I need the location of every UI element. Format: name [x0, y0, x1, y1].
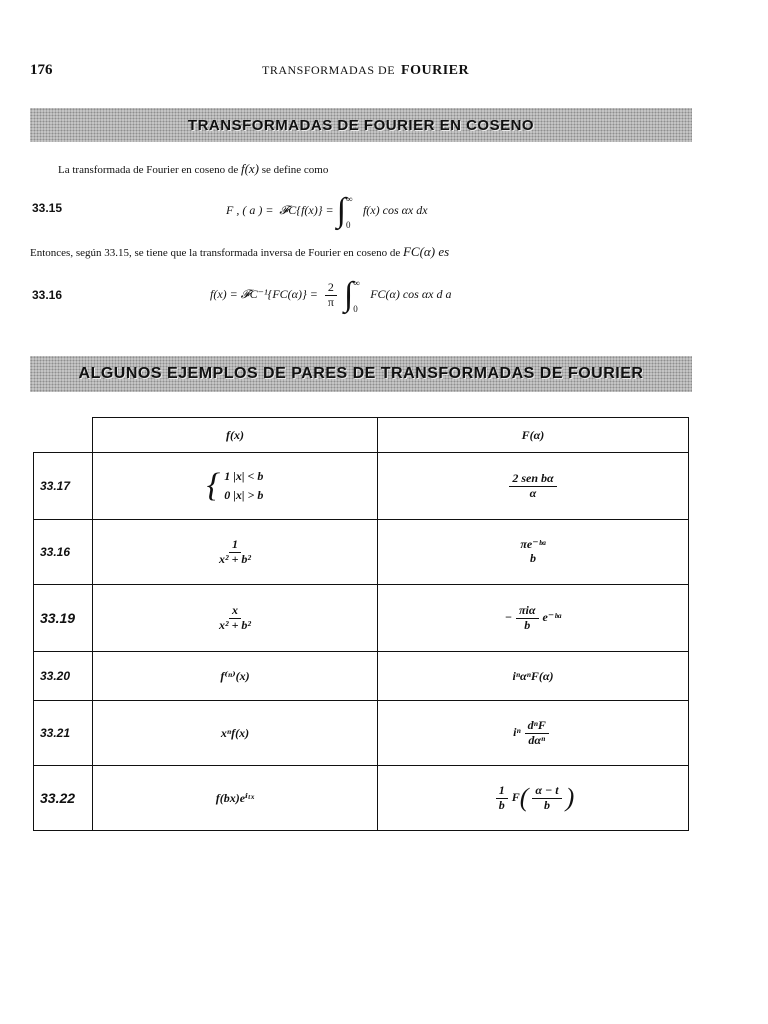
eq-fraction: $\frac{2}{\pi}$ — [325, 281, 337, 310]
column-header-f: f(x) — [93, 418, 378, 453]
eq-integrand: f(x) cos αx dx — [362, 202, 428, 217]
intro-paragraph — [58, 161, 328, 177]
equation-number: 33.16 — [32, 288, 63, 302]
cell-f: xⁿf(x) — [93, 701, 378, 766]
inverse-paragraph — [30, 244, 449, 260]
cell-F: iⁿαⁿF(α) — [378, 652, 689, 701]
section-banner-examples — [30, 356, 692, 392]
cell-F: $\frac{1}{b}$ F( $\frac{\alpha - t}{b}$ ) — [378, 766, 689, 831]
integral-limits: ∞ 0 — [353, 278, 360, 314]
inverse-text: Entonces, según 33.15, se tiene que la transformada inversa de Fourier en coseno de — [30, 247, 401, 259]
row-number: 33.19 — [34, 585, 93, 652]
row-number: 33.20 — [34, 652, 93, 701]
cell-f: f(bx)eⁱᵗˣ — [93, 766, 378, 831]
integral-sign: ∫ — [343, 276, 354, 313]
inverse-variable: FC(α) es — [402, 244, 450, 259]
header-blank-cell — [34, 418, 93, 453]
row-number: 33.22 — [34, 766, 93, 831]
cell-f: $\frac{x}{\text{x² + b²}}$ — [93, 585, 378, 652]
row-number: 33.21 — [34, 701, 93, 766]
intro-tail: se define como — [261, 164, 329, 176]
intro-text: La transformada de Fourier en coseno de — [58, 164, 239, 176]
running-title — [262, 63, 469, 79]
transform-pairs-table — [33, 417, 689, 831]
intro-variable: f(x) — [240, 161, 260, 176]
table-row — [34, 585, 689, 652]
table-row — [34, 520, 689, 585]
table-row — [34, 766, 689, 831]
section-title: TRANSFORMADAS DE FOURIER EN COSENO — [187, 116, 535, 134]
integral-sign: ∫ — [336, 192, 346, 229]
eq-lhs: f(x) = 𝓕C⁻¹{FC(α)} = — [210, 286, 318, 301]
table-row — [34, 701, 689, 766]
table-row — [34, 652, 689, 701]
eq-integrand: FC(α) cos αx d a — [370, 286, 452, 301]
eq-operator: 𝓕C{f(x)} = — [279, 202, 334, 217]
column-header-F: F(α) — [378, 418, 689, 453]
cell-F: − $\frac{\text{πiα}}{b}$ e⁻ᵇᵅ — [378, 585, 689, 652]
section-banner-cosine — [30, 108, 692, 142]
eq-lhs: F , ( a ) = — [226, 202, 274, 217]
equation-inverse-cosine-transform — [210, 278, 451, 312]
cell-F: iⁿ $\frac{\text{dⁿF}}{\text{dαⁿ}}$ — [378, 701, 689, 766]
cell-f: $\frac{1}{\text{x² + b²}}$ — [93, 520, 378, 585]
running-title-prefix: TRANSFORMADAS DE — [262, 63, 396, 77]
table-header-row — [34, 418, 689, 453]
integral-limits: ∞ 0 — [345, 194, 353, 230]
running-title-main: FOURIER — [401, 63, 470, 78]
page-number: 176 — [30, 62, 53, 78]
cell-F: $\frac{\text{2 sen bα}}{\alpha}$ — [378, 453, 689, 520]
cell-f: f⁽ⁿ⁾(x) — [93, 652, 378, 701]
row-number: 33.17 — [34, 453, 93, 520]
section-title: ALGUNOS EJEMPLOS DE PARES DE TRANSFORMADAS DE FOURIER — [78, 365, 644, 382]
table-row — [34, 453, 689, 520]
cell-F: πe⁻ᵇᵅ b — [378, 520, 689, 585]
cell-f: { 1 |x| < b 0 |x| > b — [93, 453, 378, 520]
equation-number: 33.15 — [32, 201, 63, 215]
equation-cosine-transform — [226, 194, 428, 228]
row-number: 33.16 — [34, 520, 93, 585]
